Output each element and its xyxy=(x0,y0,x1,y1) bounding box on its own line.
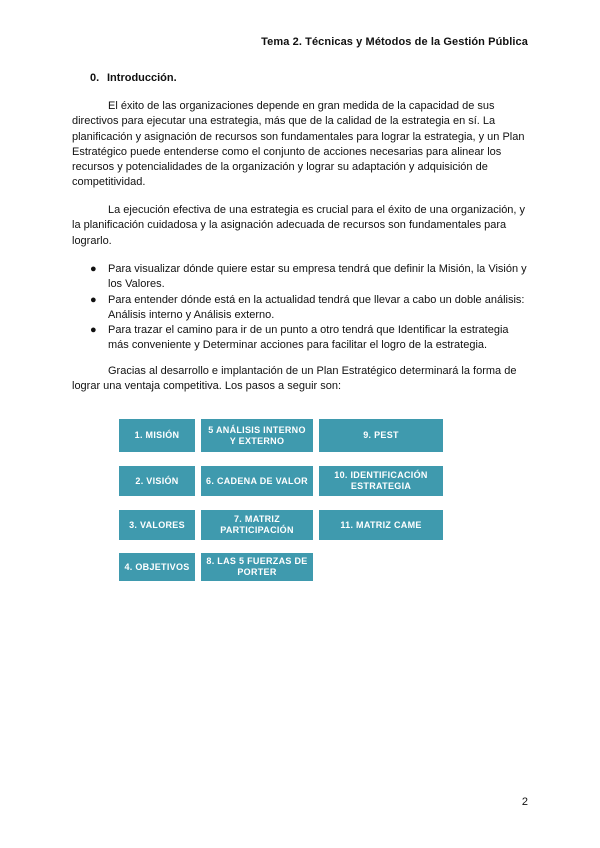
step-cinco-fuerzas-porter: 8. LAS 5 FUERZAS DE PORTER xyxy=(201,553,313,581)
bullet-text: Para entender dónde está en la actualidad tendrá que llevar a cabo un doble análisis: Análisis interno y Análisis externo. xyxy=(108,293,525,321)
bullet-list xyxy=(72,262,528,354)
bullet-icon: ● xyxy=(90,293,97,306)
step-valores: 3. VALORES xyxy=(119,510,195,540)
section-title: Introducción. xyxy=(107,72,177,84)
step-vision: 2. VISIÓN xyxy=(119,466,195,496)
step-objetivos: 4. OBJETIVOS xyxy=(119,553,195,581)
bullet-item xyxy=(72,323,528,354)
step-matriz-participacion: 7. MATRIZ PARTICIPACIÓN xyxy=(201,510,313,540)
step-pest: 9. PEST xyxy=(319,419,443,452)
bullet-item xyxy=(72,293,528,324)
bullet-icon: ● xyxy=(90,324,97,337)
bullet-item xyxy=(72,262,528,293)
bullet-text: Para trazar el camino para ir de un punto a otro tendrá que Identificar la estrategia más conveniente y Determinar acciones para facilitar el logro de la estrategia. xyxy=(108,324,509,352)
step-cadena-de-valor: 6. CADENA DE VALOR xyxy=(201,466,313,496)
document-header: Tema 2. Técnicas y Métodos de la Gestión Pública xyxy=(261,36,528,48)
bullet-text: Para visualizar dónde quiere estar su empresa tendrá que definir la Misión, la Visión y los Valores. xyxy=(108,263,527,291)
paragraph-3: Gracias al desarrollo e implantación de un Plan Estratégico determinará la forma de lograr una ventaja competitiva. Los pasos a seguir son: xyxy=(72,365,517,393)
step-mision: 1. MISIÓN xyxy=(119,419,195,452)
bullet-icon: ● xyxy=(90,263,97,275)
step-identificacion-estrategia: 10. IDENTIFICACIÓN ESTRATEGIA xyxy=(319,466,443,496)
step-matriz-came: 11. MATRIZ CAME xyxy=(319,510,443,540)
section-number: 0. xyxy=(90,72,100,84)
page-number: 2 xyxy=(521,796,528,808)
section-heading xyxy=(90,72,177,84)
paragraph-1: El éxito de las organizaciones depende en gran medida de la capacidad de sus directivos para ejecutar una estrategia, más que de la calidad de la estrategia en sí. La planificación y asignación de recursos son fundamentales para lograr la estrategia, y un Plan Estratégico puede entenderse como el conjunto de acciones necesarias para alinear los recursos y potencialidades de la organización y lograr su adaptación y adquisición de competitividad. xyxy=(72,100,525,189)
paragraph-2: La ejecución efectiva de una estrategia es crucial para el éxito de una organización, y la planificación cuidadosa y la asignación adecuada de recursos son fundamentales para lograrlo. xyxy=(72,204,526,247)
step-analisis-interno-externo: 5 ANÁLISIS INTERNO Y EXTERNO xyxy=(201,419,313,452)
